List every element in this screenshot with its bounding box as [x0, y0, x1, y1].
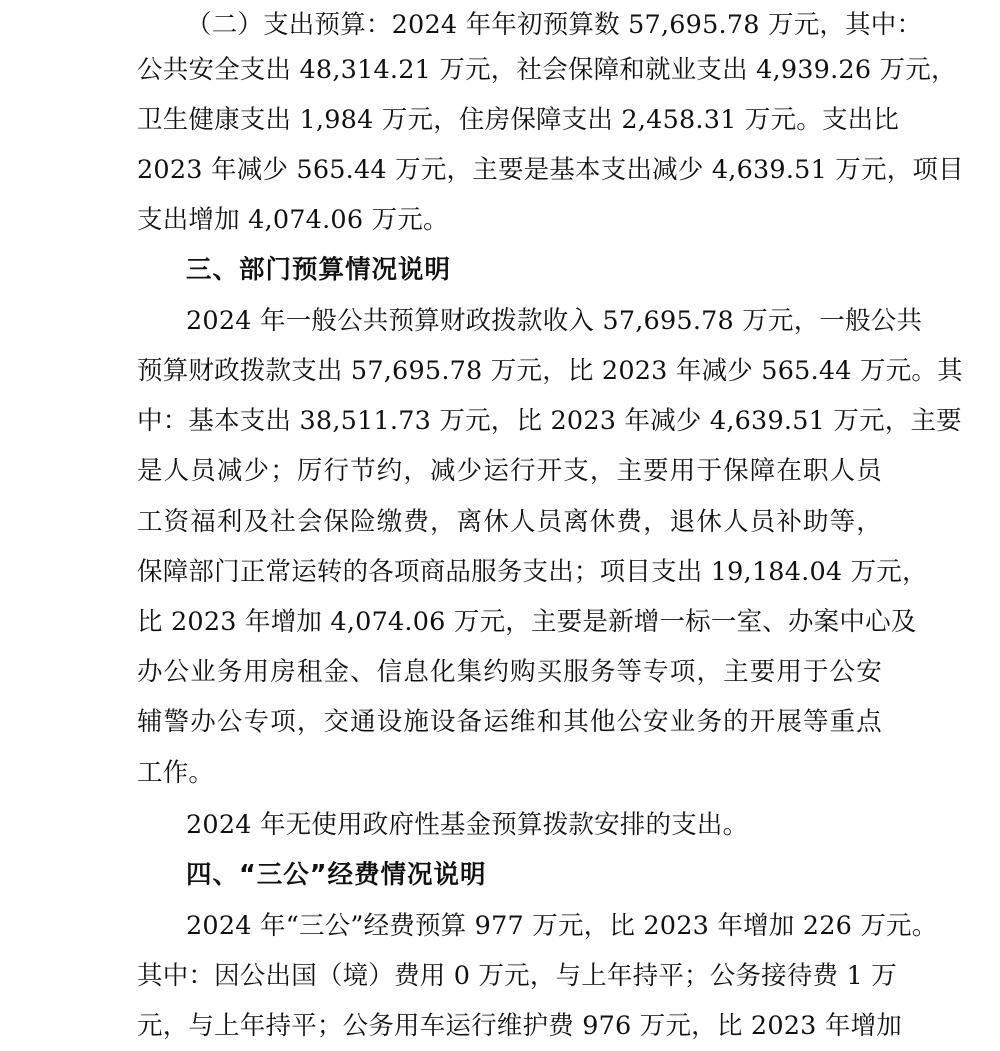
department-budget-line-1: 2024 年一般公共预算财政拨款收入 57,695.78 万元，一般公共 [186, 306, 923, 336]
section-three-heading: 三、部门预算情况说明 [186, 255, 452, 285]
three-public-expenses-line-2: 其中：因公出国（境）费用 0 万元，与上年持平；公务接待费 1 万 [137, 961, 897, 991]
three-public-expenses-line-3: 元，与上年持平；公务用车运行维护费 976 万元，比 2023 年增加 [137, 1011, 902, 1041]
department-budget-line-3: 中：基本支出 38,511.73 万元，比 2023 年减少 4,639.51 万元，主要 [137, 406, 962, 436]
section-four-heading: 四、“三公”经费情况说明 [186, 860, 487, 890]
department-budget-line-5: 工资福利及社会保险缴费，离休人员离休费，退休人员补助等， [137, 507, 882, 537]
expense-budget-line-5: 支出增加 4,074.06 万元。 [137, 205, 449, 235]
department-budget-line-2: 预算财政拨款支出 57,695.78 万元，比 2023 年减少 565.44 万元。其 [137, 356, 963, 386]
expense-budget-line-3: 卫生健康支出 1,984 万元，住房保障支出 2,458.31 万元。支出比 [137, 105, 900, 135]
government-fund-line: 2024 年无使用政府性基金预算拨款安排的支出。 [186, 810, 749, 840]
department-budget-line-10: 工作。 [137, 758, 215, 788]
department-budget-line-8: 办公业务用房租金、信息化集约购买服务等专项，主要用于公安 [137, 657, 882, 687]
department-budget-line-4: 是人员减少；厉行节约，减少运行开支，主要用于保障在职人员 [137, 456, 882, 486]
expense-budget-line-1: （二）支出预算：2024 年年初预算数 57,695.78 万元，其中： [186, 10, 923, 40]
department-budget-line-7: 比 2023 年增加 4,074.06 万元，主要是新增一标一室、办案中心及 [137, 607, 917, 637]
department-budget-line-9: 辅警办公专项，交通设施设备运维和其他公安业务的开展等重点 [137, 707, 882, 737]
expense-budget-line-4: 2023 年减少 565.44 万元，主要是基本支出减少 4,639.51 万元，项目 [137, 155, 964, 185]
department-budget-line-6: 保障部门正常运转的各项商品服务支出；项目支出 19,184.04 万元， [137, 557, 928, 587]
three-public-expenses-line-1: 2024 年“三公”经费预算 977 万元，比 2023 年增加 226 万元。 [186, 911, 938, 941]
expense-budget-line-2: 公共安全支出 48,314.21 万元，社会保障和就业支出 4,939.26 万元， [137, 55, 957, 85]
